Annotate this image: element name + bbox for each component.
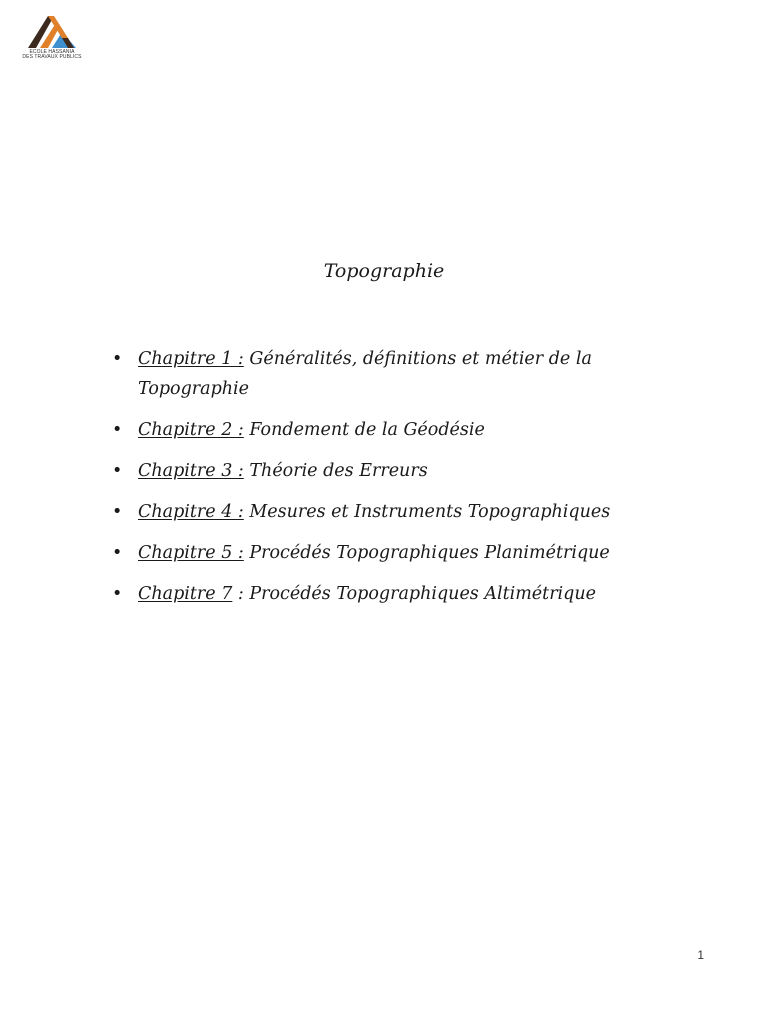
chapter-label: Chapitre 5 : (138, 543, 244, 563)
chapter-label: Chapitre 7 (138, 584, 233, 604)
bullet-icon: • (112, 349, 123, 369)
page-number: 1 (697, 948, 704, 962)
chapter-label: Chapitre 4 : (138, 502, 244, 522)
bullet-icon: • (112, 584, 123, 604)
chapter-list (112, 344, 672, 620)
chapter-item-5 (112, 538, 672, 568)
chapter-label: Chapitre 2 : (138, 420, 244, 440)
logo-line-1: ECOLE HASSANIA (29, 49, 75, 55)
chapter-text: Théorie des Erreurs (243, 461, 428, 481)
chapter-item-4 (112, 497, 672, 527)
chapter-item-1 (112, 344, 672, 404)
chapter-text: : Procédés Topographiques Altimétrique (232, 584, 596, 604)
bullet-icon: • (112, 543, 123, 563)
chapter-item-2 (112, 415, 672, 445)
chapter-item-3 (112, 456, 672, 486)
bullet-icon: • (112, 461, 123, 481)
bullet-icon: • (112, 420, 123, 440)
bullet-icon: • (112, 502, 123, 522)
chapter-item-7 (112, 579, 672, 609)
logo-mark-icon (24, 12, 80, 50)
chapter-text: Fondement de la Géodésie (243, 420, 485, 440)
chapter-label: Chapitre 1 : (138, 349, 244, 369)
chapter-text: Mesures et Instruments Topographiques (243, 502, 611, 522)
chapter-text: Procédés Topographiques Planimétrique (243, 543, 610, 563)
document-title: Topographie (323, 260, 445, 282)
chapter-label: Chapitre 3 : (138, 461, 244, 481)
logo-line-2: DES TRAVAUX PUBLICS (22, 54, 82, 60)
school-logo (16, 12, 88, 68)
chapter-text: Généralités, définitions et métier de la Topographie (138, 349, 592, 399)
